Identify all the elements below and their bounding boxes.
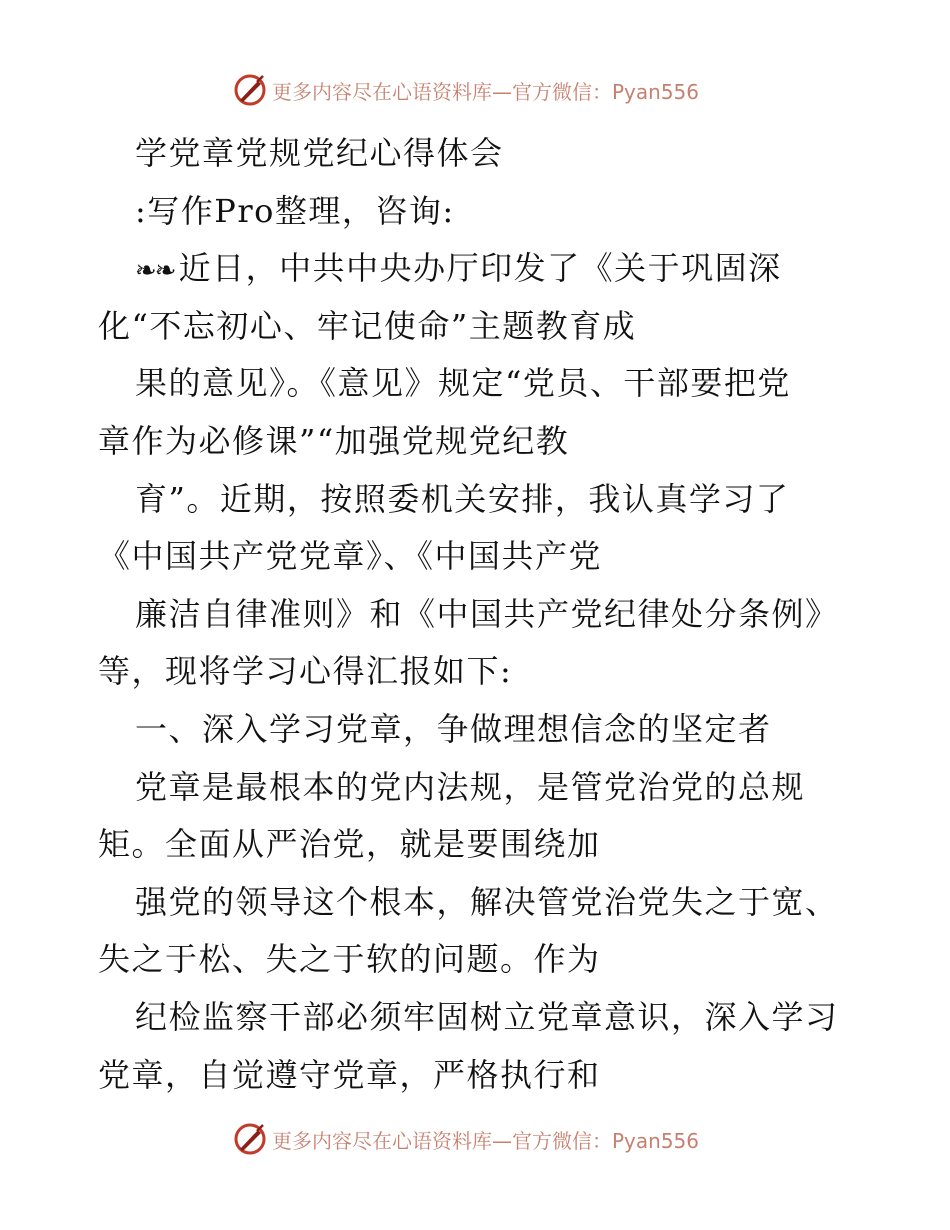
source-line: :写作Pro整理，咨询: bbox=[135, 191, 455, 230]
paragraph-line: 廉洁自律准则》和《中国共产党纪律处分条例》 bbox=[135, 594, 839, 633]
paragraph-line: 《中国共产党党章》、《中国共产党 bbox=[98, 537, 603, 576]
quill-logo-icon bbox=[232, 72, 268, 108]
section-heading: 一、深入学习党章，争做理想信念的坚定者 bbox=[135, 709, 772, 748]
quill-logo-icon bbox=[232, 1121, 268, 1157]
paragraph-line: 失之于松、失之于软的问题。作为 bbox=[98, 940, 601, 979]
document-title: 学党章党规党纪心得体会 bbox=[135, 134, 504, 172]
ornament-icon: ❧❧ bbox=[135, 256, 175, 287]
paragraph-line: 强党的领导这个根本，解决管党治党失之于宽、 bbox=[135, 882, 839, 921]
paragraph-line: 育”。近期，按照委机关安排，我认真学习了 bbox=[135, 479, 790, 518]
paragraph-line: 矩。全面从严治党，就是要围绕加 bbox=[98, 825, 601, 864]
paragraph-line: 等，现将学习心得汇报如下: bbox=[98, 652, 513, 691]
footer-watermark bbox=[232, 1119, 699, 1159]
paragraph-line: 章作为必修课”“加强党规党纪教 bbox=[98, 421, 570, 460]
paragraph-line: 化“不忘初心、牢记使命”主题教育成 bbox=[98, 306, 637, 345]
paragraph-line: ❧❧ 近日，中共中央办厅印发了《关于巩固深 bbox=[135, 249, 782, 288]
paragraph-line: 纪检监察干部必须牢固树立党章意识，深入学习 bbox=[135, 997, 839, 1036]
paragraph-line: 党章，自觉遵守党章，严格执行和 bbox=[98, 1055, 601, 1094]
watermark-text: 更多内容尽在心语资料库—官方微信：Pyan556 bbox=[272, 79, 700, 104]
paragraph-line: 党章是最根本的党内法规，是管党治党的总规 bbox=[135, 767, 806, 806]
watermark-text: 更多内容尽在心语资料库—官方微信：Pyan556 bbox=[272, 1128, 700, 1153]
paragraph-line: 果的意见》。《意见》规定“党员、干部要把党 bbox=[135, 364, 791, 403]
document-body bbox=[98, 125, 858, 1104]
header-watermark bbox=[232, 70, 699, 110]
